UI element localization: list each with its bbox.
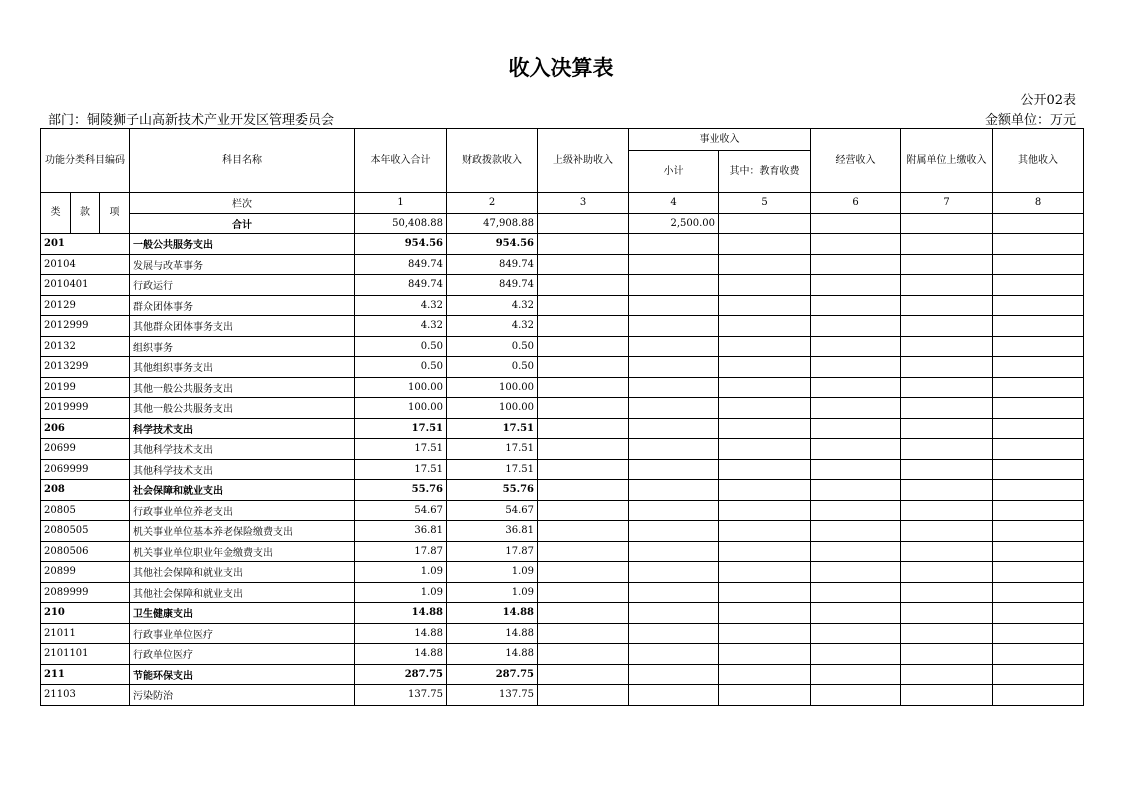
row-education xyxy=(719,275,811,296)
row-fiscal: 14.88 xyxy=(447,603,538,624)
table-row xyxy=(41,644,1084,665)
page-title: 收入决算表 xyxy=(508,56,614,80)
row-fiscal: 17.51 xyxy=(447,459,538,480)
row-superior xyxy=(538,480,629,501)
row-business-subtotal xyxy=(629,254,719,275)
row-other xyxy=(993,377,1084,398)
row-subject-name: 其他社会保障和就业支出 xyxy=(130,562,355,583)
row-superior xyxy=(538,275,629,296)
row-superior xyxy=(538,664,629,685)
row-code: 20699 xyxy=(41,439,130,460)
row-affiliated xyxy=(901,603,993,624)
row-total-income: 849.74 xyxy=(355,254,447,275)
row-operating xyxy=(811,275,901,296)
row-total-income: 17.51 xyxy=(355,459,447,480)
row-affiliated xyxy=(901,295,993,316)
row-superior xyxy=(538,582,629,603)
row-other xyxy=(993,500,1084,521)
row-business-subtotal xyxy=(629,357,719,378)
row-business-subtotal xyxy=(629,459,719,480)
row-operating xyxy=(811,500,901,521)
row-education xyxy=(719,234,811,255)
table-row xyxy=(41,541,1084,562)
row-other xyxy=(993,459,1084,480)
row-operating xyxy=(811,234,901,255)
row-education xyxy=(719,357,811,378)
row-operating xyxy=(811,480,901,501)
header-func-code: 功能分类科目编码 xyxy=(41,129,130,193)
row-education xyxy=(719,562,811,583)
row-code: 2089999 xyxy=(41,582,130,603)
table-row xyxy=(41,295,1084,316)
row-other xyxy=(993,398,1084,419)
table-row xyxy=(41,398,1084,419)
row-affiliated xyxy=(901,500,993,521)
row-fiscal: 1.09 xyxy=(447,562,538,583)
row-total-income: 55.76 xyxy=(355,480,447,501)
row-subject-name: 其他社会保障和就业支出 xyxy=(130,582,355,603)
row-affiliated xyxy=(901,336,993,357)
total-other-value xyxy=(993,213,1084,234)
row-business-subtotal xyxy=(629,377,719,398)
column-index: 2 xyxy=(447,193,538,214)
table-row xyxy=(41,603,1084,624)
row-fiscal: 849.74 xyxy=(447,275,538,296)
row-education xyxy=(719,541,811,562)
row-other xyxy=(993,234,1084,255)
row-total-income: 849.74 xyxy=(355,275,447,296)
row-code: 208 xyxy=(41,480,130,501)
table-row xyxy=(41,582,1084,603)
row-superior xyxy=(538,398,629,419)
row-subject-name: 其他科学技术支出 xyxy=(130,439,355,460)
row-total-income: 100.00 xyxy=(355,398,447,419)
row-business-subtotal xyxy=(629,521,719,542)
row-education xyxy=(719,480,811,501)
table-row xyxy=(41,623,1084,644)
row-operating xyxy=(811,295,901,316)
header-xiang: 项 xyxy=(100,193,130,234)
header-superior: 上级补助收入 xyxy=(538,129,629,193)
table-row xyxy=(41,418,1084,439)
row-operating xyxy=(811,685,901,706)
row-fiscal: 0.50 xyxy=(447,357,538,378)
row-affiliated xyxy=(901,685,993,706)
header-kuan: 款 xyxy=(71,193,100,234)
row-business-subtotal xyxy=(629,480,719,501)
header-lei: 类 xyxy=(41,193,71,234)
row-superior xyxy=(538,685,629,706)
row-total-income: 4.32 xyxy=(355,295,447,316)
row-superior xyxy=(538,439,629,460)
row-education xyxy=(719,295,811,316)
column-index: 5 xyxy=(719,193,811,214)
row-total-income: 17.51 xyxy=(355,439,447,460)
row-subject-name: 其他一般公共服务支出 xyxy=(130,377,355,398)
row-superior xyxy=(538,316,629,337)
row-education xyxy=(719,254,811,275)
total-superior-value xyxy=(538,213,629,234)
row-other xyxy=(993,254,1084,275)
row-fiscal: 17.87 xyxy=(447,541,538,562)
header-total-income: 本年收入合计 xyxy=(355,129,447,193)
row-education xyxy=(719,377,811,398)
header-affiliated: 附属单位上缴收入 xyxy=(901,129,993,193)
total-fiscal-value: 47,908.88 xyxy=(447,213,538,234)
row-operating xyxy=(811,623,901,644)
row-fiscal: 287.75 xyxy=(447,664,538,685)
table-row xyxy=(41,275,1084,296)
row-business-subtotal xyxy=(629,275,719,296)
row-fiscal: 55.76 xyxy=(447,480,538,501)
row-fiscal: 100.00 xyxy=(447,398,538,419)
row-other xyxy=(993,336,1084,357)
column-index: 4 xyxy=(629,193,719,214)
row-code: 20104 xyxy=(41,254,130,275)
total-affiliated-value xyxy=(901,213,993,234)
row-superior xyxy=(538,254,629,275)
total-business-subtotal-value: 2,500.00 xyxy=(629,213,719,234)
row-fiscal: 954.56 xyxy=(447,234,538,255)
row-business-subtotal xyxy=(629,623,719,644)
row-business-subtotal xyxy=(629,295,719,316)
row-superior xyxy=(538,234,629,255)
column-index: 8 xyxy=(993,193,1084,214)
row-superior xyxy=(538,644,629,665)
row-operating xyxy=(811,521,901,542)
column-index: 7 xyxy=(901,193,993,214)
row-other xyxy=(993,603,1084,624)
row-affiliated xyxy=(901,480,993,501)
row-subject-name: 卫生健康支出 xyxy=(130,603,355,624)
row-total-income: 287.75 xyxy=(355,664,447,685)
row-total-income: 14.88 xyxy=(355,644,447,665)
row-fiscal: 4.32 xyxy=(447,316,538,337)
row-business-subtotal xyxy=(629,500,719,521)
row-operating xyxy=(811,603,901,624)
row-affiliated xyxy=(901,562,993,583)
row-education xyxy=(719,336,811,357)
total-education-value xyxy=(719,213,811,234)
header-operating: 经营收入 xyxy=(811,129,901,193)
row-code: 201 xyxy=(41,234,130,255)
row-education xyxy=(719,459,811,480)
row-superior xyxy=(538,521,629,542)
row-total-income: 1.09 xyxy=(355,582,447,603)
table-row xyxy=(41,234,1084,255)
row-business-subtotal xyxy=(629,603,719,624)
row-code: 2019999 xyxy=(41,398,130,419)
row-total-income: 954.56 xyxy=(355,234,447,255)
row-operating xyxy=(811,439,901,460)
row-affiliated xyxy=(901,357,993,378)
row-subject-name: 其他组织事务支出 xyxy=(130,357,355,378)
row-operating xyxy=(811,336,901,357)
row-code: 2080506 xyxy=(41,541,130,562)
row-total-income: 0.50 xyxy=(355,357,447,378)
row-total-income: 137.75 xyxy=(355,685,447,706)
row-affiliated xyxy=(901,582,993,603)
row-operating xyxy=(811,398,901,419)
table-row xyxy=(41,685,1084,706)
row-code: 20199 xyxy=(41,377,130,398)
row-code: 2069999 xyxy=(41,459,130,480)
row-total-income: 14.88 xyxy=(355,603,447,624)
header-subtotal: 小计 xyxy=(629,151,719,193)
row-operating xyxy=(811,377,901,398)
table-row xyxy=(41,562,1084,583)
row-superior xyxy=(538,377,629,398)
table-row xyxy=(41,377,1084,398)
row-other xyxy=(993,295,1084,316)
row-fiscal: 54.67 xyxy=(447,500,538,521)
row-subject-name: 其他一般公共服务支出 xyxy=(130,398,355,419)
row-other xyxy=(993,439,1084,460)
row-subject-name: 群众团体事务 xyxy=(130,295,355,316)
row-subject-name: 行政事业单位医疗 xyxy=(130,623,355,644)
row-other xyxy=(993,275,1084,296)
row-code: 2080505 xyxy=(41,521,130,542)
row-subject-name: 其他群众团体事务支出 xyxy=(130,316,355,337)
row-fiscal: 849.74 xyxy=(447,254,538,275)
row-subject-name: 科学技术支出 xyxy=(130,418,355,439)
row-affiliated xyxy=(901,439,993,460)
row-fiscal: 36.81 xyxy=(447,521,538,542)
row-other xyxy=(993,562,1084,583)
row-superior xyxy=(538,541,629,562)
row-total-income: 17.87 xyxy=(355,541,447,562)
row-affiliated xyxy=(901,398,993,419)
row-education xyxy=(719,582,811,603)
row-operating xyxy=(811,562,901,583)
column-index: 6 xyxy=(811,193,901,214)
row-fiscal: 14.88 xyxy=(447,644,538,665)
income-report-table xyxy=(40,128,1084,706)
row-total-income: 0.50 xyxy=(355,336,447,357)
row-business-subtotal xyxy=(629,685,719,706)
row-operating xyxy=(811,316,901,337)
row-other xyxy=(993,644,1084,665)
row-affiliated xyxy=(901,541,993,562)
row-other xyxy=(993,418,1084,439)
row-education xyxy=(719,316,811,337)
row-code: 21011 xyxy=(41,623,130,644)
header-other: 其他收入 xyxy=(993,129,1084,193)
row-education xyxy=(719,500,811,521)
row-fiscal: 1.09 xyxy=(447,582,538,603)
total-label: 合计 xyxy=(130,213,355,234)
row-affiliated xyxy=(901,234,993,255)
row-code: 211 xyxy=(41,664,130,685)
row-fiscal: 137.75 xyxy=(447,685,538,706)
table-row xyxy=(41,254,1084,275)
row-subject-name: 机关事业单位基本养老保险缴费支出 xyxy=(130,521,355,542)
row-fiscal: 100.00 xyxy=(447,377,538,398)
row-subject-name: 其他科学技术支出 xyxy=(130,459,355,480)
column-index: 3 xyxy=(538,193,629,214)
row-superior xyxy=(538,500,629,521)
row-affiliated xyxy=(901,254,993,275)
row-code: 2101101 xyxy=(41,644,130,665)
row-subject-name: 污染防治 xyxy=(130,685,355,706)
row-operating xyxy=(811,459,901,480)
row-education xyxy=(719,685,811,706)
header-fiscal: 财政拨款收入 xyxy=(447,129,538,193)
total-operating-value xyxy=(811,213,901,234)
row-affiliated xyxy=(901,377,993,398)
row-other xyxy=(993,316,1084,337)
row-fiscal: 4.32 xyxy=(447,295,538,316)
row-education xyxy=(719,418,811,439)
form-number: 公开02表 xyxy=(1020,93,1076,108)
table-row xyxy=(41,459,1084,480)
row-business-subtotal xyxy=(629,541,719,562)
row-business-subtotal xyxy=(629,644,719,665)
row-operating xyxy=(811,644,901,665)
row-business-subtotal xyxy=(629,418,719,439)
row-operating xyxy=(811,664,901,685)
row-superior xyxy=(538,336,629,357)
row-total-income: 1.09 xyxy=(355,562,447,583)
row-total-income: 54.67 xyxy=(355,500,447,521)
table-row xyxy=(41,357,1084,378)
row-subject-name: 一般公共服务支出 xyxy=(130,234,355,255)
row-superior xyxy=(538,418,629,439)
row-fiscal: 0.50 xyxy=(447,336,538,357)
row-business-subtotal xyxy=(629,336,719,357)
row-subject-name: 行政运行 xyxy=(130,275,355,296)
row-education xyxy=(719,521,811,542)
row-code: 20132 xyxy=(41,336,130,357)
row-operating xyxy=(811,254,901,275)
row-total-income: 14.88 xyxy=(355,623,447,644)
row-business-subtotal xyxy=(629,316,719,337)
row-fiscal: 14.88 xyxy=(447,623,538,644)
row-superior xyxy=(538,603,629,624)
row-affiliated xyxy=(901,664,993,685)
total-row xyxy=(41,213,1084,234)
row-business-subtotal xyxy=(629,664,719,685)
row-code: 206 xyxy=(41,418,130,439)
row-affiliated xyxy=(901,316,993,337)
row-affiliated xyxy=(901,418,993,439)
row-education xyxy=(719,439,811,460)
row-code: 20899 xyxy=(41,562,130,583)
header-subject-name: 科目名称 xyxy=(130,129,355,193)
row-subject-name: 节能环保支出 xyxy=(130,664,355,685)
row-superior xyxy=(538,357,629,378)
row-business-subtotal xyxy=(629,234,719,255)
row-fiscal: 17.51 xyxy=(447,418,538,439)
row-code: 21103 xyxy=(41,685,130,706)
row-superior xyxy=(538,295,629,316)
row-code: 20129 xyxy=(41,295,130,316)
row-business-subtotal xyxy=(629,562,719,583)
table-row xyxy=(41,664,1084,685)
row-business-subtotal xyxy=(629,582,719,603)
table-row xyxy=(41,439,1084,460)
row-education xyxy=(719,664,811,685)
amount-unit-label: 金额单位：万元 xyxy=(984,113,1076,128)
row-affiliated xyxy=(901,275,993,296)
row-operating xyxy=(811,357,901,378)
row-code: 2013299 xyxy=(41,357,130,378)
row-code: 2010401 xyxy=(41,275,130,296)
row-operating xyxy=(811,541,901,562)
header-education: 其中：教育收费 xyxy=(719,151,811,193)
row-affiliated xyxy=(901,521,993,542)
row-code: 2012999 xyxy=(41,316,130,337)
row-other xyxy=(993,521,1084,542)
row-subject-name: 行政事业单位养老支出 xyxy=(130,500,355,521)
row-education xyxy=(719,603,811,624)
table-row xyxy=(41,480,1084,501)
row-total-income: 17.51 xyxy=(355,418,447,439)
row-operating xyxy=(811,582,901,603)
row-code: 20805 xyxy=(41,500,130,521)
row-other xyxy=(993,357,1084,378)
row-subject-name: 机关事业单位职业年金缴费支出 xyxy=(130,541,355,562)
row-superior xyxy=(538,623,629,644)
row-education xyxy=(719,398,811,419)
row-subject-name: 发展与改革事务 xyxy=(130,254,355,275)
row-business-subtotal xyxy=(629,439,719,460)
row-other xyxy=(993,685,1084,706)
row-other xyxy=(993,623,1084,644)
row-business-subtotal xyxy=(629,398,719,419)
total-income-value: 50,408.88 xyxy=(355,213,447,234)
row-subject-name: 行政单位医疗 xyxy=(130,644,355,665)
row-other xyxy=(993,541,1084,562)
row-affiliated xyxy=(901,459,993,480)
header-business: 事业收入 xyxy=(629,129,811,151)
department-label: 部门：铜陵狮子山高新技术产业开发区管理委员会 xyxy=(48,113,335,128)
row-total-income: 36.81 xyxy=(355,521,447,542)
table-row xyxy=(41,500,1084,521)
row-other xyxy=(993,582,1084,603)
row-affiliated xyxy=(901,644,993,665)
row-subject-name: 组织事务 xyxy=(130,336,355,357)
row-other xyxy=(993,480,1084,501)
table-row xyxy=(41,316,1084,337)
row-other xyxy=(993,664,1084,685)
row-total-income: 100.00 xyxy=(355,377,447,398)
row-fiscal: 17.51 xyxy=(447,439,538,460)
row-operating xyxy=(811,418,901,439)
row-superior xyxy=(538,459,629,480)
table-row xyxy=(41,336,1084,357)
row-total-income: 4.32 xyxy=(355,316,447,337)
row-subject-name: 社会保障和就业支出 xyxy=(130,480,355,501)
table-row xyxy=(41,521,1084,542)
row-education xyxy=(719,644,811,665)
header-column-order: 栏次 xyxy=(130,193,355,214)
row-education xyxy=(719,623,811,644)
row-affiliated xyxy=(901,623,993,644)
row-superior xyxy=(538,562,629,583)
row-code: 210 xyxy=(41,603,130,624)
column-index: 1 xyxy=(355,193,447,214)
